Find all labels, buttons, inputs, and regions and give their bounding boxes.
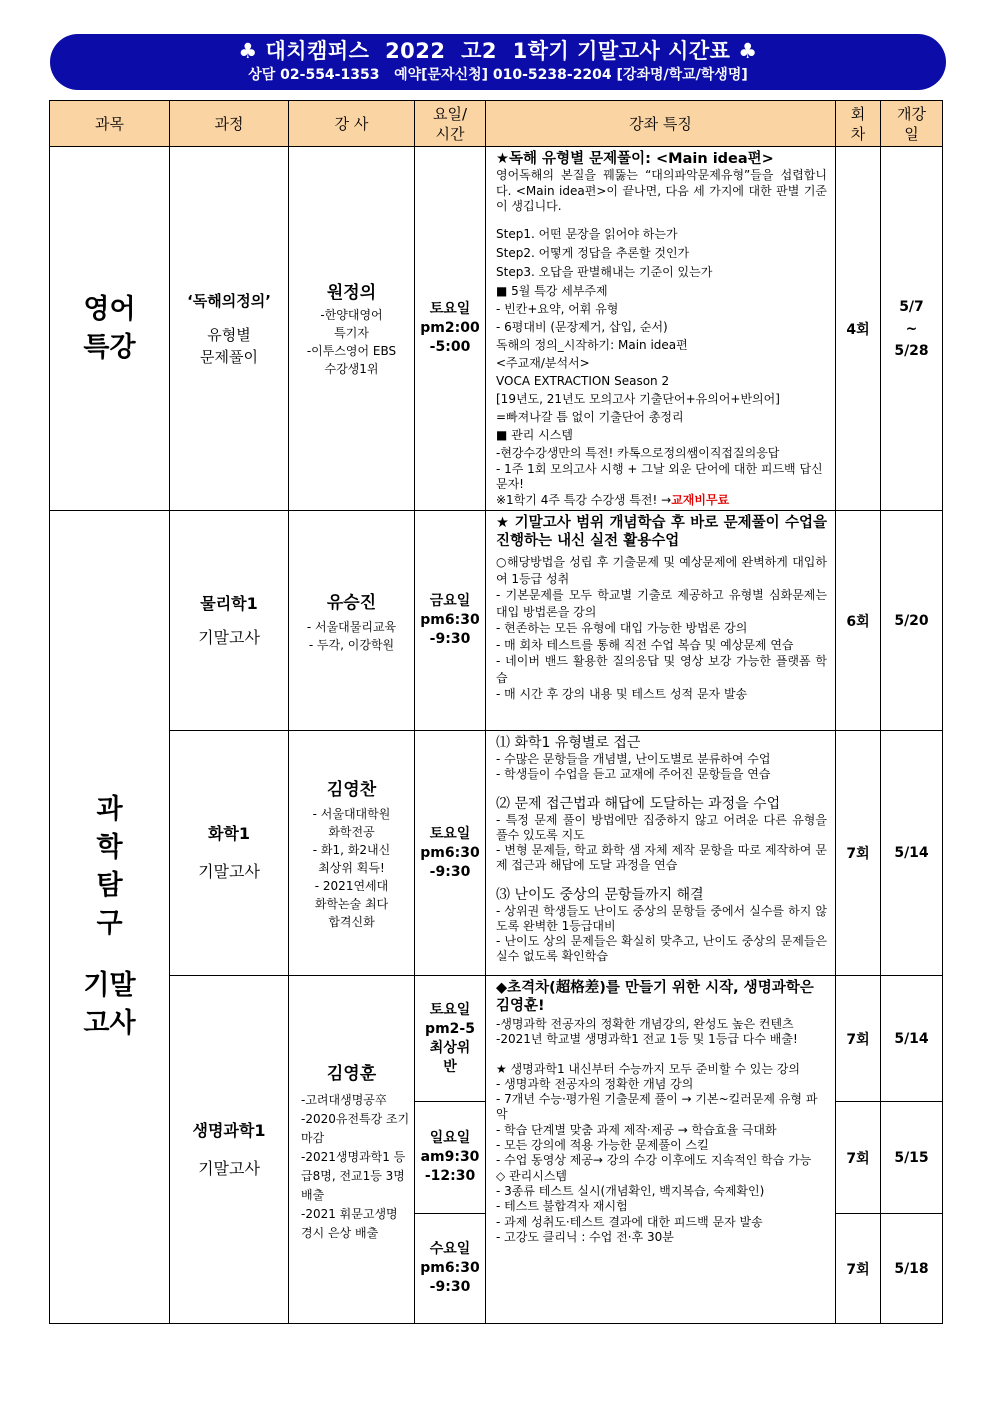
page-title: ♣ 대치캠퍼스 2022 고2 1학기 기말고사 시간표 ♣ (238, 39, 758, 63)
biology-slot-1-sessions: 7회 (836, 976, 881, 1102)
biology-teacher-bio: -2020유전특강 조기마감 (301, 1111, 410, 1145)
biology-line: -생명과학 전공자의 정확한 개념강의, 완성도 높은 컨텐츠 (496, 1017, 794, 1031)
english-step: Step1. 어떤 문장을 읽어야 하는가 (496, 226, 678, 241)
english-time (415, 147, 486, 511)
biology-line: - 학습 단계별 맞춤 과제 제작·제공 → 학습효율 극대화 (496, 1122, 777, 1137)
header-row (50, 101, 943, 147)
english-teacher-bio: 수강생1위 (324, 361, 379, 376)
biology-features (486, 976, 836, 1324)
english-course-name: ‘독해의정의’ (187, 291, 271, 310)
physics-time-start: pm6:30 (420, 612, 480, 628)
chemistry-section-title: ⑶ 난이도 중상의 문항들까지 해결 (496, 887, 704, 903)
english-teacher-bio: -한양대영어 (320, 307, 383, 322)
physics-start: 5/20 (881, 511, 943, 731)
biology-slot-1-start: 5/14 (881, 976, 943, 1102)
biology-teacher-bio: -고려대생명공卒 (301, 1092, 387, 1107)
chemistry-teacher-bio: 화학논술 최다 (314, 897, 389, 911)
english-last-text: ※1학기 4주 특강 수강생 특전! → (496, 492, 672, 507)
timetable (49, 100, 943, 1324)
physics-line: - 현존하는 모든 유형에 대입 가능한 방법론 강의 (496, 621, 748, 635)
spacer (496, 1048, 827, 1062)
chemistry-start: 5/14 (881, 731, 943, 976)
english-step: Step3. 오답을 판별해내는 기준이 있는가 (496, 264, 713, 279)
english-features-heading: ★독해 유형별 문제풀이: <Main idea편> (496, 151, 774, 167)
english-start-from: 5/7 (899, 298, 924, 315)
spacer (496, 873, 827, 886)
chemistry-course-type: 기말고사 (198, 862, 260, 881)
physics-features-heading: ★ 기말고사 범위 개념학습 후 바로 문제풀이 수업을 진행하는 내신 실전 활용수업 (496, 515, 827, 549)
chemistry-line: - 상위권 학생들도 난이도 중상의 문항들 중에서 실수를 하지 않도록 완벽한 1등급대비 (496, 904, 827, 933)
biology-slot-1-day: 토요일 (429, 1001, 471, 1018)
english-course-spacer (170, 312, 288, 324)
chemistry-teacher-bio: 합격신화 (328, 915, 375, 929)
physics-sessions: 6회 (836, 511, 881, 731)
english-line: - 6평대비 (문장제거, 삽입, 순서) (496, 319, 668, 334)
english-subject-line: 특강 (83, 331, 136, 363)
english-line: - 빈칸+요약, 어휘 유형 (496, 301, 619, 316)
english-line: ■ 관리 시스템 (496, 427, 573, 442)
physics-line: - 매 회차 테스트를 통해 직전 수업 복습 및 예상문제 연습 (496, 637, 794, 652)
english-row (50, 147, 943, 511)
english-subject-line: 영어 (83, 293, 136, 325)
col-features: 강좌 특징 (486, 101, 836, 147)
physics-features (486, 511, 836, 731)
physics-row (50, 511, 943, 731)
physics-line: - 매 시간 후 강의 내용 및 테스트 성적 문자 발송 (496, 687, 748, 701)
col-time (415, 101, 486, 147)
biology-line: - 7개년 수능·평가원 기출문제 풀이 → 기본~킬러문제 유형 파악 (496, 1092, 818, 1122)
spacer (496, 782, 827, 795)
chemistry-line: - 학생들이 수업을 듣고 교재에 주어진 문항들을 연습 (496, 767, 771, 781)
biology-course (170, 976, 289, 1324)
physics-line: - 기본문제를 모두 학교별 기출로 제공하고 유형별 심화문제는 대입 방법론을 강의 (496, 588, 827, 619)
english-teacher (289, 147, 415, 511)
english-teacher-bio: 특기자 (334, 325, 369, 340)
english-features (486, 147, 836, 511)
chemistry-teacher-name: 김영찬 (326, 780, 377, 800)
physics-line: - 네이버 밴드 활용한 질의응답 및 영상 보강 가능한 플랫폼 학습 (496, 654, 827, 685)
science-subject-spacer (50, 943, 169, 967)
physics-teacher-bio: - 서울대물리교육 (306, 619, 397, 634)
col-sessions (836, 101, 881, 147)
biology-slot-1-time-range: pm2-5 (425, 1020, 475, 1037)
biology-line: - 고강도 클리닉 : 수업 전·후 30분 (496, 1229, 674, 1244)
biology-course-type: 기말고사 (198, 1158, 260, 1178)
science-subject (50, 511, 170, 1324)
chemistry-sessions: 7회 (836, 731, 881, 976)
physics-course-name: 물리학1 (200, 593, 258, 613)
english-course (170, 147, 289, 511)
physics-teacher (289, 511, 415, 731)
biology-slot-1-time (415, 976, 486, 1102)
biology-teacher-name: 김영훈 (326, 1063, 377, 1084)
science-subject-char: 기말 (83, 970, 136, 1001)
chemistry-features (486, 731, 836, 976)
science-subject-char: 탐 (96, 870, 123, 901)
biology-slot-2-start: 5/15 (881, 1102, 943, 1214)
chemistry-day: 토요일 (429, 825, 471, 842)
chemistry-line: - 변형 문제들, 학교 화학 샘 자체 제작 문항을 따로 제작하여 문제 접근과 해답에 도달 과정을 연습 (496, 843, 827, 872)
english-teacher-name: 원정의 (326, 282, 377, 303)
col-course: 과정 (170, 101, 289, 147)
col-teacher: 강 사 (289, 101, 415, 147)
chemistry-teacher-bio: 화학전공 (328, 825, 375, 839)
chemistry-line: - 난이도 상의 문제들은 확실히 맞추고, 난이도 중상의 문제들은 실수 없도록 확인학습 (496, 934, 827, 963)
english-time-start: pm2:00 (420, 320, 480, 336)
chemistry-teacher-bio: - 화1, 화2내신 (312, 843, 391, 857)
english-start-tilde: ~ (905, 320, 918, 337)
chemistry-line: - 수많은 문항들을 개념별, 난이도별로 분류하여 수업 (496, 752, 771, 766)
english-line: =빠져나갈 틈 없이 기출단어 총정리 (496, 409, 684, 424)
english-time-end: -5:00 (429, 339, 471, 355)
biology-slot-1-class: 반 (443, 1058, 457, 1075)
physics-course (170, 511, 289, 731)
science-subject-char: 고사 (83, 1008, 136, 1039)
chemistry-section-title: ⑴ 화학1 유형별로 접근 (496, 735, 641, 751)
biology-line: - 과제 성취도·테스트 결과에 대한 피드백 문자 발송 (496, 1214, 763, 1229)
physics-line: ○해당방법을 성립 후 기출문제 및 예상문제에 완벽하게 대입하여 1등급 성취 (496, 555, 827, 586)
biology-slot-2-day: 일요일 (429, 1130, 471, 1146)
biology-course-name: 생명과학1 (192, 1120, 266, 1140)
chemistry-teacher-bio: 최상위 획득! (318, 861, 385, 875)
english-start-to: 5/28 (894, 342, 929, 359)
english-course-type: 문제풀이 (200, 347, 258, 366)
contact-info: 상담 02-554-1353 예약[문자신청] 010-5238-2204 [강좌명/학교/학생명] (248, 67, 748, 83)
chemistry-section-title: ⑵ 문제 접근법과 해답에 도달하는 과정을 수업 (496, 796, 781, 812)
col-start-label: 개강 일 (897, 104, 926, 143)
title-banner (50, 34, 946, 90)
biology-slot-3-time-start: pm6:30 (420, 1260, 480, 1276)
col-sessions-label: 회 차 (850, 104, 866, 143)
biology-slot-2-sessions: 7회 (836, 1102, 881, 1214)
biology-slot-3-sessions: 7회 (836, 1214, 881, 1324)
english-free-book-highlight: 교재비무료 (671, 492, 730, 507)
chemistry-time-start: pm6:30 (420, 844, 480, 861)
spacer (496, 215, 827, 225)
english-line: <주교재/분석서> (496, 355, 590, 370)
english-line: - 1주 1회 모의고사 시행 + 그날 외운 단어에 대한 피드백 답신 문자! (496, 461, 823, 491)
english-line: 독해의 정의_시작하기: Main idea편 (496, 337, 688, 352)
science-subject-char: 구 (96, 908, 123, 939)
english-line: [19년도, 21년도 모의고사 기출단어+유의어+반의어] (496, 391, 780, 406)
biology-slot-3-time-end: -9:30 (429, 1279, 471, 1295)
chemistry-line: - 특정 문제 풀이 방법에만 집중하지 않고 어려운 다른 유형을 풀수 있도록 지도 (496, 813, 827, 842)
chemistry-time-end: -9:30 (429, 863, 471, 880)
physics-teacher-bio: - 두각, 이강학원 (308, 637, 395, 652)
english-teacher-bio: -이투스영어 EBS (306, 343, 397, 358)
biology-slot-2-time-start: am9:30 (420, 1149, 480, 1165)
biology-row-1 (50, 976, 943, 1102)
biology-slot-2-time-end: -12:30 (424, 1168, 476, 1184)
biology-line: ★ 생명과학1 내신부터 수능까지 모두 준비할 수 있는 강의 (496, 1061, 800, 1076)
biology-slot-1-level: 최상위 (429, 1039, 471, 1056)
col-time-label: 요일/ 시간 (432, 104, 468, 143)
biology-line: - 3종류 테스트 실시(개념확인, 백지복습, 숙제확인) (496, 1183, 765, 1198)
biology-features-heading: ◆초격차(超格差)를 만들기 위한 시작, 생명과학은 김영훈! (496, 980, 814, 1014)
col-start (881, 101, 943, 147)
english-features-intro: 영어독해의 본질을 꿰뚫는 “대의파악문제유형”들을 섭렵합니다. <Main idea편>이 끝나면, 다음 세 가지에 대한 판별 기준이 생깁니다. (496, 168, 827, 213)
biology-line: - 모든 강의에 적용 가능한 문제풀이 스킬 (496, 1138, 709, 1153)
biology-teacher-bio-block (289, 1091, 414, 1243)
biology-line: - 생명과학 전공자의 정확한 개념 강의 (496, 1076, 694, 1091)
english-line: ■ 5월 특강 세부주제 (496, 283, 608, 298)
physics-time-end: -9:30 (429, 631, 471, 647)
english-day: 토요일 (429, 301, 471, 317)
physics-time (415, 511, 486, 731)
english-step: Step2. 어떻게 정답을 추론할 것인가 (496, 245, 690, 260)
english-last-line (496, 493, 827, 509)
chemistry-course (170, 731, 289, 976)
biology-line: ◇ 관리시스템 (496, 1168, 568, 1183)
biology-teacher (289, 976, 415, 1324)
science-subject-char: 과 (96, 794, 123, 825)
english-course-type: 유형별 (207, 325, 251, 344)
chemistry-row (50, 731, 943, 976)
biology-slot-3-day: 수요일 (429, 1241, 471, 1257)
english-line: VOCA EXTRACTION Season 2 (496, 373, 670, 388)
english-start (881, 147, 943, 511)
english-sessions: 4회 (836, 147, 881, 511)
chemistry-time (415, 731, 486, 976)
chemistry-course-name: 화학1 (207, 824, 251, 843)
physics-course-type: 기말고사 (198, 627, 260, 647)
biology-line: -2021년 학교별 생명과학1 전교 1등 및 1등급 다수 배출! (496, 1032, 798, 1047)
col-subject: 과목 (50, 101, 170, 147)
biology-line: - 테스트 불합격자 재시험 (496, 1199, 628, 1214)
chemistry-teacher (289, 731, 415, 976)
biology-teacher-bio: -2021생명과학1 등급8명, 전교1등 3명배출 (301, 1149, 406, 1202)
english-subject (50, 147, 170, 511)
english-line: -현강수강생만의 특전! 카톡으로정의쌤이직접질의응답 (496, 445, 780, 460)
biology-line: - 수업 동영상 제공→ 강의 수강 이후에도 지속적인 학습 가능 (496, 1153, 812, 1168)
physics-day: 금요일 (429, 593, 471, 609)
chemistry-teacher-bio: - 서울대대학원 (312, 807, 391, 821)
physics-teacher-name: 유승진 (326, 592, 377, 613)
science-subject-char: 학 (96, 832, 123, 863)
chemistry-teacher-bio: - 2021연세대 (314, 879, 389, 893)
biology-slot-2-time (415, 1102, 486, 1214)
biology-slot-3-start: 5/18 (881, 1214, 943, 1324)
biology-slot-3-time (415, 1214, 486, 1324)
biology-teacher-bio: -2021 휘문고생명 경시 은상 배출 (301, 1206, 398, 1240)
